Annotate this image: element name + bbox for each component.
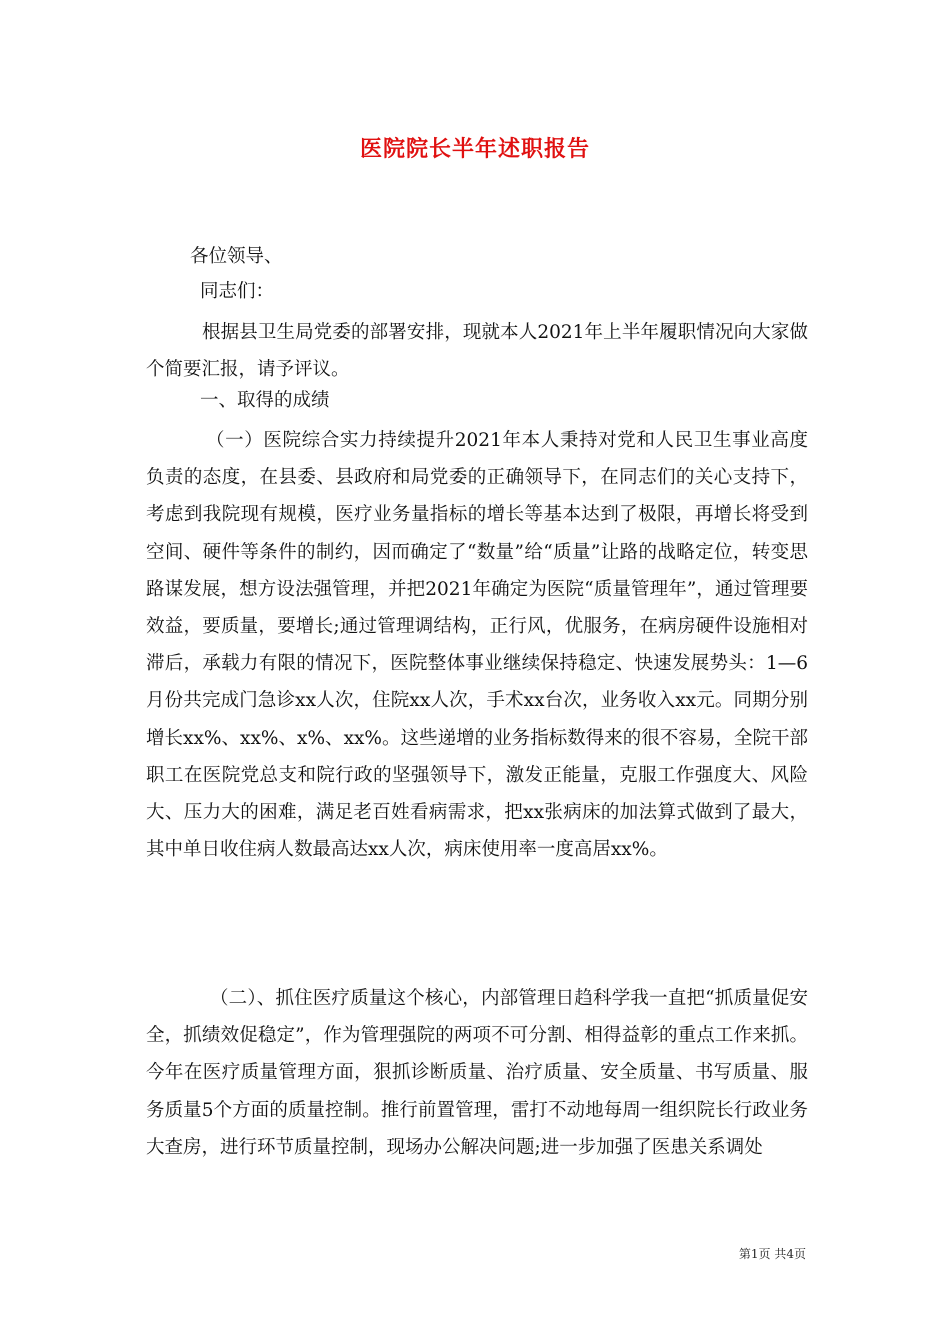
page-number-footer: 第1页 共4页 [738,1247,806,1261]
paragraph-comprehensive-strength: （一）医院综合实力持续提升2021年本人秉持对党和人民卫生事业高度负责的态度，在县委、县政府和局党委的正确领导下，在同志们的关心支持下，考虑到我院现有规模，医疗业务量指标的增长等基本达到了极限，再增长将受到空间、硬件等条件的制约，因而确定了“数量”给“质量”让路的战略定位，转变思路谋发展，想方设法强管理，并把2021年确定为医院“质量管理年”，通过管理要效益，要质量，要增长;通过管理调结构，正行风，优服务，在病房硬件设施相对滞后，承载力有限的情况下，医院整体事业继续保持稳定、快速发展势头：1—6月份共完成门急诊xx人次，住院xx人次，手术xx台次，业务收入xx元。同期分别增长xx%、xx%、x%、xx%。这些递增的业务指标数得来的很不容易，全院干部职工在医院党总支和院行政的坚强领导下，激发正能量，克服工作强度大、风险大、压力大的困难，满足老百姓看病需求，把xx张病床的加法算式做到了最大，其中单日收住病人数最高达xx人次，病床使用率一度高居xx%。 [146,430,808,861]
salutation-comrades: 同志们： [200,281,275,302]
document-title: 医院院长半年述职报告 [359,136,590,162]
salutation-leaders: 各位领导、 [190,246,283,267]
paragraph-medical-quality: （二）、抓住医疗质量这个核心，内部管理日趋科学我一直把“抓质量促安全，抓绩效促稳定”，作为管理强院的两项不可分割、相得益彰的重点工作来抓。今年在医疗质量管理方面，狠抓诊断质量、治疗质量、安全质量、书写质量、服务质量5个方面的质量控制。推行前置管理，雷打不动地每周一组织院长行政业务大查房，进行环节质量控制，现场办公解决问题;进一步加强了医患关系调处 [146,988,808,1158]
intro-paragraph: 根据县卫生局党委的部署安排，现就本人2021年上半年履职情况向大家做个简要汇报，请予评议。 [146,322,808,381]
section-heading-achievements: 一、取得的成绩 [200,390,330,411]
